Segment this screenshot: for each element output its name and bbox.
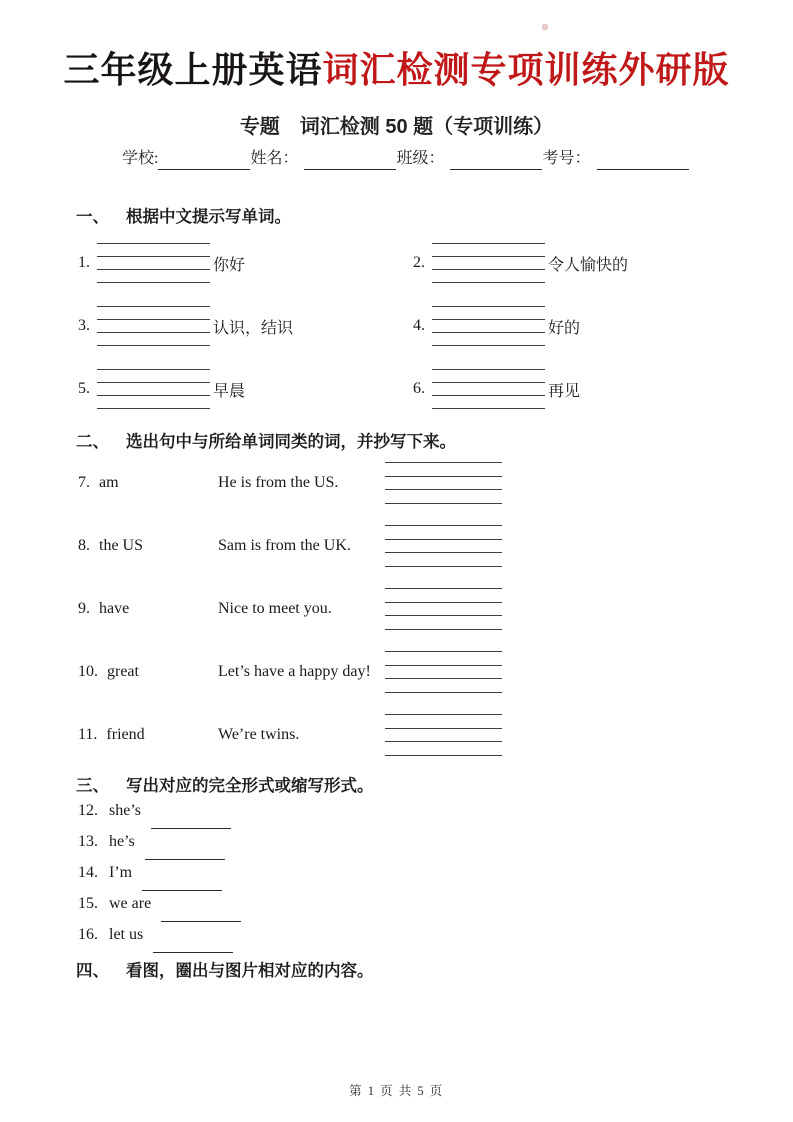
writing-grid-line — [385, 552, 502, 553]
given-word: am — [99, 474, 119, 491]
item-number: 2. — [413, 254, 425, 271]
four-line-writing-grid — [97, 369, 210, 409]
given-word: the US — [99, 537, 143, 554]
writing-grid-line — [97, 369, 210, 370]
exam-no-blank — [597, 149, 689, 170]
page-subtitle: 专题 词汇检测 50 题（专项训练） — [239, 116, 554, 138]
chinese-hint: 令人愉快的 — [548, 256, 629, 274]
writing-grid-line — [432, 332, 545, 333]
section4-title: 看图，圈出与图片相对应的内容。 — [126, 962, 374, 980]
sentence: Nice to meet you. — [218, 600, 332, 617]
writing-grid-line — [432, 243, 545, 244]
section3-heading — [76, 772, 374, 796]
writing-grid-line — [97, 319, 210, 320]
writing-grid-line — [385, 566, 502, 567]
chinese-hint: 好的 — [548, 319, 581, 337]
writing-grid-line — [97, 243, 210, 244]
four-line-writing-grid — [385, 651, 502, 693]
given-word: have — [99, 600, 130, 617]
item-number: 12. — [78, 802, 98, 819]
page-title-red-part: 词汇检测专项训练外研版 — [322, 49, 730, 90]
four-line-writing-grid — [385, 525, 502, 567]
writing-grid-line — [385, 629, 502, 630]
scan-artifact-red-speck — [542, 24, 548, 30]
section1-heading — [76, 203, 291, 227]
item-number: 8. — [78, 537, 90, 554]
given-form: let us — [109, 926, 144, 943]
four-line-writing-grid — [432, 243, 545, 283]
writing-grid-line — [432, 345, 545, 346]
page-title — [0, 42, 793, 93]
writing-grid-line — [97, 282, 210, 283]
writing-grid-line — [385, 602, 502, 603]
writing-grid-line — [432, 256, 545, 257]
contraction-item-12 — [78, 802, 241, 833]
four-line-writing-grid — [385, 588, 502, 630]
writing-grid-line — [432, 269, 545, 270]
section2-items — [78, 462, 502, 777]
answer-blank — [161, 905, 241, 922]
given-form: she’s — [109, 802, 141, 819]
writing-grid-line — [385, 462, 502, 463]
classify-item-7 — [78, 462, 502, 504]
word-item-3 — [78, 306, 413, 346]
item-lead — [78, 600, 218, 618]
item-number: 10. — [78, 663, 98, 680]
writing-grid-line — [385, 714, 502, 715]
page-number-footer: 第 1 页 共 5 页 — [349, 1084, 444, 1098]
item-number: 16. — [78, 926, 98, 943]
section2-number: 二、 — [76, 433, 109, 451]
name-blank — [304, 149, 396, 170]
writing-grid-line — [97, 256, 210, 257]
writing-grid-line — [385, 651, 502, 652]
given-word: friend — [106, 726, 145, 743]
page-title-black-part: 三年级上册英语 — [63, 49, 323, 90]
writing-grid-line — [432, 369, 545, 370]
four-line-writing-grid — [432, 369, 545, 409]
writing-grid-line — [385, 678, 502, 679]
writing-grid-line — [385, 665, 502, 666]
section1-row — [78, 369, 748, 409]
four-line-writing-grid — [97, 243, 210, 283]
chinese-hint: 认识，结识 — [213, 319, 294, 337]
section1-row — [78, 306, 748, 346]
sentence: He is from the US. — [218, 474, 339, 491]
word-item-5 — [78, 369, 413, 409]
classify-item-10 — [78, 651, 502, 693]
given-form: he’s — [109, 833, 135, 850]
school-blank — [158, 149, 250, 170]
section1-number: 一、 — [76, 208, 109, 226]
item-number: 11. — [78, 726, 98, 743]
name-label: 姓名： — [250, 150, 299, 167]
word-item-4 — [413, 306, 748, 346]
writing-grid-line — [97, 306, 210, 307]
item-number: 3. — [78, 317, 90, 334]
writing-grid-line — [385, 503, 502, 504]
writing-grid-line — [385, 728, 502, 729]
four-line-writing-grid — [97, 306, 210, 346]
four-line-writing-grid — [432, 306, 545, 346]
writing-grid-line — [97, 408, 210, 409]
writing-grid-line — [432, 395, 545, 396]
item-number: 9. — [78, 600, 90, 617]
answer-blank — [145, 843, 225, 860]
sentence: Let’s have a happy day! — [218, 663, 371, 680]
contraction-item-15 — [78, 895, 241, 926]
writing-grid-line — [432, 306, 545, 307]
writing-grid-line — [385, 692, 502, 693]
writing-grid-line — [385, 755, 502, 756]
writing-grid-line — [385, 741, 502, 742]
given-form: we are — [109, 895, 152, 912]
word-item-1 — [78, 243, 413, 283]
sentence: We’re twins. — [218, 726, 300, 743]
section2-title: 选出句中与所给单词同类的词，并抄写下来。 — [126, 433, 456, 451]
item-lead — [78, 474, 218, 492]
school-label: 学校: — [122, 150, 159, 167]
section2-heading — [76, 428, 456, 452]
chinese-hint: 再见 — [548, 382, 581, 400]
writing-grid-line — [385, 588, 502, 589]
writing-grid-line — [385, 525, 502, 526]
writing-grid-line — [97, 269, 210, 270]
word-item-6 — [413, 369, 748, 409]
writing-grid-line — [385, 615, 502, 616]
writing-grid-line — [97, 332, 210, 333]
writing-grid-line — [432, 408, 545, 409]
item-number: 5. — [78, 380, 90, 397]
answer-blank — [142, 874, 222, 891]
four-line-writing-grid — [385, 462, 502, 504]
writing-grid-line — [385, 539, 502, 540]
classify-item-11 — [78, 714, 502, 756]
section3-items — [78, 802, 241, 957]
contraction-item-14 — [78, 864, 241, 895]
item-number: 13. — [78, 833, 98, 850]
item-number: 7. — [78, 474, 90, 491]
classify-item-8 — [78, 525, 502, 567]
writing-grid-line — [432, 319, 545, 320]
writing-grid-line — [432, 282, 545, 283]
class-blank — [450, 149, 542, 170]
word-item-2 — [413, 243, 748, 283]
writing-grid-line — [385, 476, 502, 477]
student-info-line — [122, 148, 689, 170]
answer-blank — [151, 812, 231, 829]
chinese-hint: 早晨 — [213, 382, 246, 400]
section1-title: 根据中文提示写单词。 — [126, 208, 291, 226]
section4-heading — [76, 957, 374, 981]
contraction-item-13 — [78, 833, 241, 864]
writing-grid-line — [97, 382, 210, 383]
writing-grid-line — [385, 489, 502, 490]
writing-grid-line — [97, 345, 210, 346]
item-number: 1. — [78, 254, 90, 271]
section1-items — [78, 243, 748, 432]
writing-grid-line — [97, 395, 210, 396]
item-number: 4. — [413, 317, 425, 334]
writing-grid-line — [432, 382, 545, 383]
answer-blank — [153, 936, 233, 953]
item-number: 15. — [78, 895, 98, 912]
item-number: 6. — [413, 380, 425, 397]
given-word: great — [107, 663, 139, 680]
section1-row — [78, 243, 748, 283]
chinese-hint: 你好 — [213, 256, 246, 274]
item-number: 14. — [78, 864, 98, 881]
contraction-item-16 — [78, 926, 241, 957]
sentence: Sam is from the UK. — [218, 537, 351, 554]
section4-number: 四、 — [76, 962, 109, 980]
class-label: 班级： — [396, 150, 445, 167]
item-lead — [78, 537, 218, 555]
item-lead — [78, 726, 218, 744]
four-line-writing-grid — [385, 714, 502, 756]
exam-no-label: 考号： — [542, 150, 591, 167]
given-form: I’m — [109, 864, 133, 881]
classify-item-9 — [78, 588, 502, 630]
item-lead — [78, 663, 218, 681]
section3-title: 写出对应的完全形式或缩写形式。 — [126, 777, 374, 795]
section3-number: 三、 — [76, 777, 109, 795]
